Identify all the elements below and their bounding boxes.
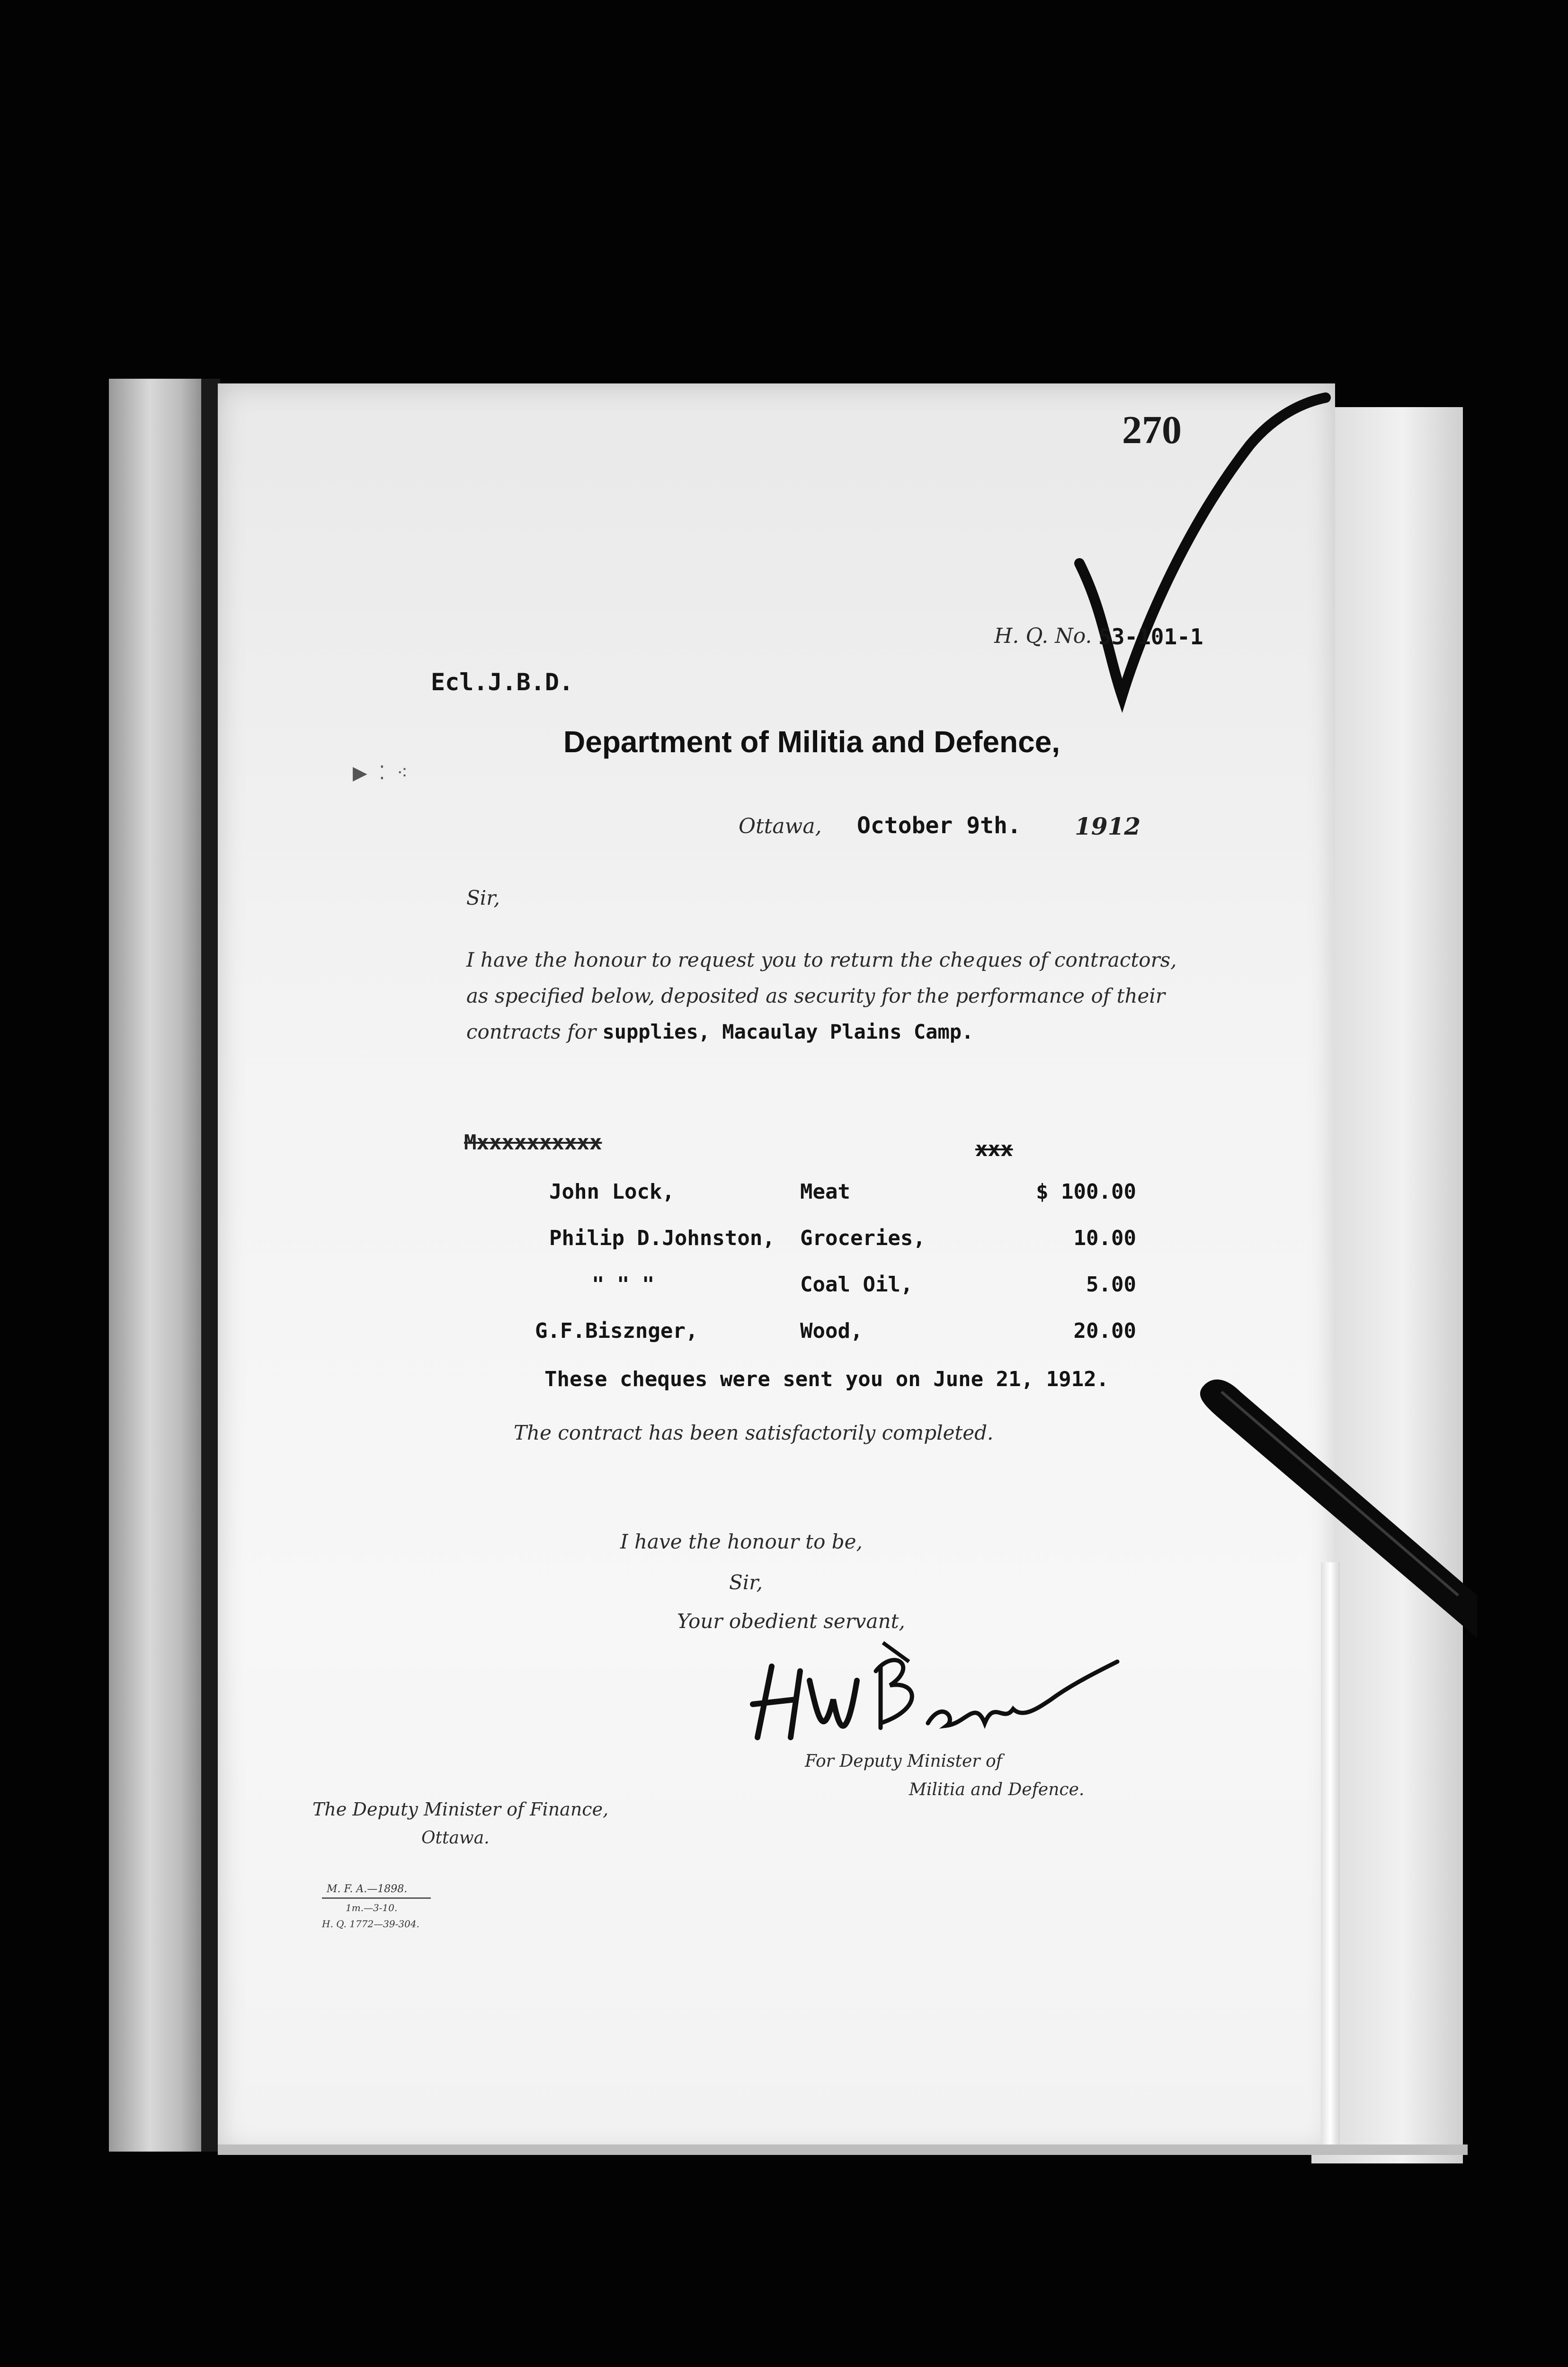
letter-body [466,942,1186,1050]
form-rule [322,1897,431,1899]
contractor-row [549,1180,1136,1213]
struck-out-word: Mxxxxxxxxxx [464,1130,602,1155]
contract-item: Meat [800,1180,850,1204]
contractor-row [549,1272,1136,1306]
completed-note: The contract has been satisfactorily completed. [514,1421,994,1444]
contract-item: Coal Oil, [800,1272,913,1297]
page-gutter [201,379,220,2152]
amount-column-head: xxx [975,1137,1013,1161]
folio-number: 270 [1122,408,1182,452]
cheque-amount: 20.00 [1073,1319,1136,1343]
checkmark-icon [1051,388,1335,729]
hq-label: H. Q. No. [994,624,1092,648]
contractor-name: Philip D.Johnston, [549,1226,775,1250]
addressee-city: Ottawa. [421,1828,490,1848]
closing-line: Your obedient servant, [677,1610,905,1633]
place: Ottawa, [739,814,822,838]
letter-body-typed: supplies, Macaulay Plains Camp. [602,1020,974,1043]
margin-smudge: ▶ ⁚ ⁖ [353,762,411,784]
form-code: H. Q. 1772—39-304. [322,1918,419,1930]
form-code: M. F. A.—1898. [327,1883,408,1895]
contractor-name: G.F.Bisznger, [535,1319,698,1343]
contractor-row [535,1319,1136,1352]
department-heading: Department of Militia and Defence, [563,725,1060,759]
signatory-role: For Deputy Minister of [805,1752,1002,1771]
contractor-name: John Lock, [549,1180,675,1204]
addressee: The Deputy Minister of Finance, [312,1799,609,1820]
cheque-amount: 5.00 [1086,1272,1136,1297]
signatory-role: Militia and Defence. [909,1780,1085,1799]
closing-line: I have the honour to be, [620,1530,863,1553]
contractor-name: " " " [592,1272,655,1297]
contract-item: Groceries, [800,1226,926,1250]
handwritten-signature [739,1628,1127,1752]
salutation: Sir, [466,886,500,909]
cheque-amount: 10.00 [1073,1226,1136,1250]
hq-number: 53-101-1 [1098,624,1203,650]
letter-body-text: I have the honour to request you to return the cheques of contractors, as specified below, deposited as security for the performance of their contracts for [466,948,1177,1043]
cheques-note: These cheques were sent you on June 21, 1912. [544,1367,1109,1391]
contractor-row [549,1226,1136,1259]
cheque-amount: $ 100.00 [1036,1180,1136,1204]
reference-code: Ecl.J.B.D. [431,668,574,696]
letter-year: 1912 [1075,812,1141,840]
letter-date: October 9th. [857,812,1021,839]
closing-line: Sir, [729,1571,763,1594]
form-code: 1m.—3-10. [346,1902,398,1913]
contract-item: Wood, [800,1319,863,1343]
page-bottom-edge [218,2145,1468,2155]
pen-pointer [1193,1373,1477,1657]
adjacent-page-edge [109,379,211,2152]
